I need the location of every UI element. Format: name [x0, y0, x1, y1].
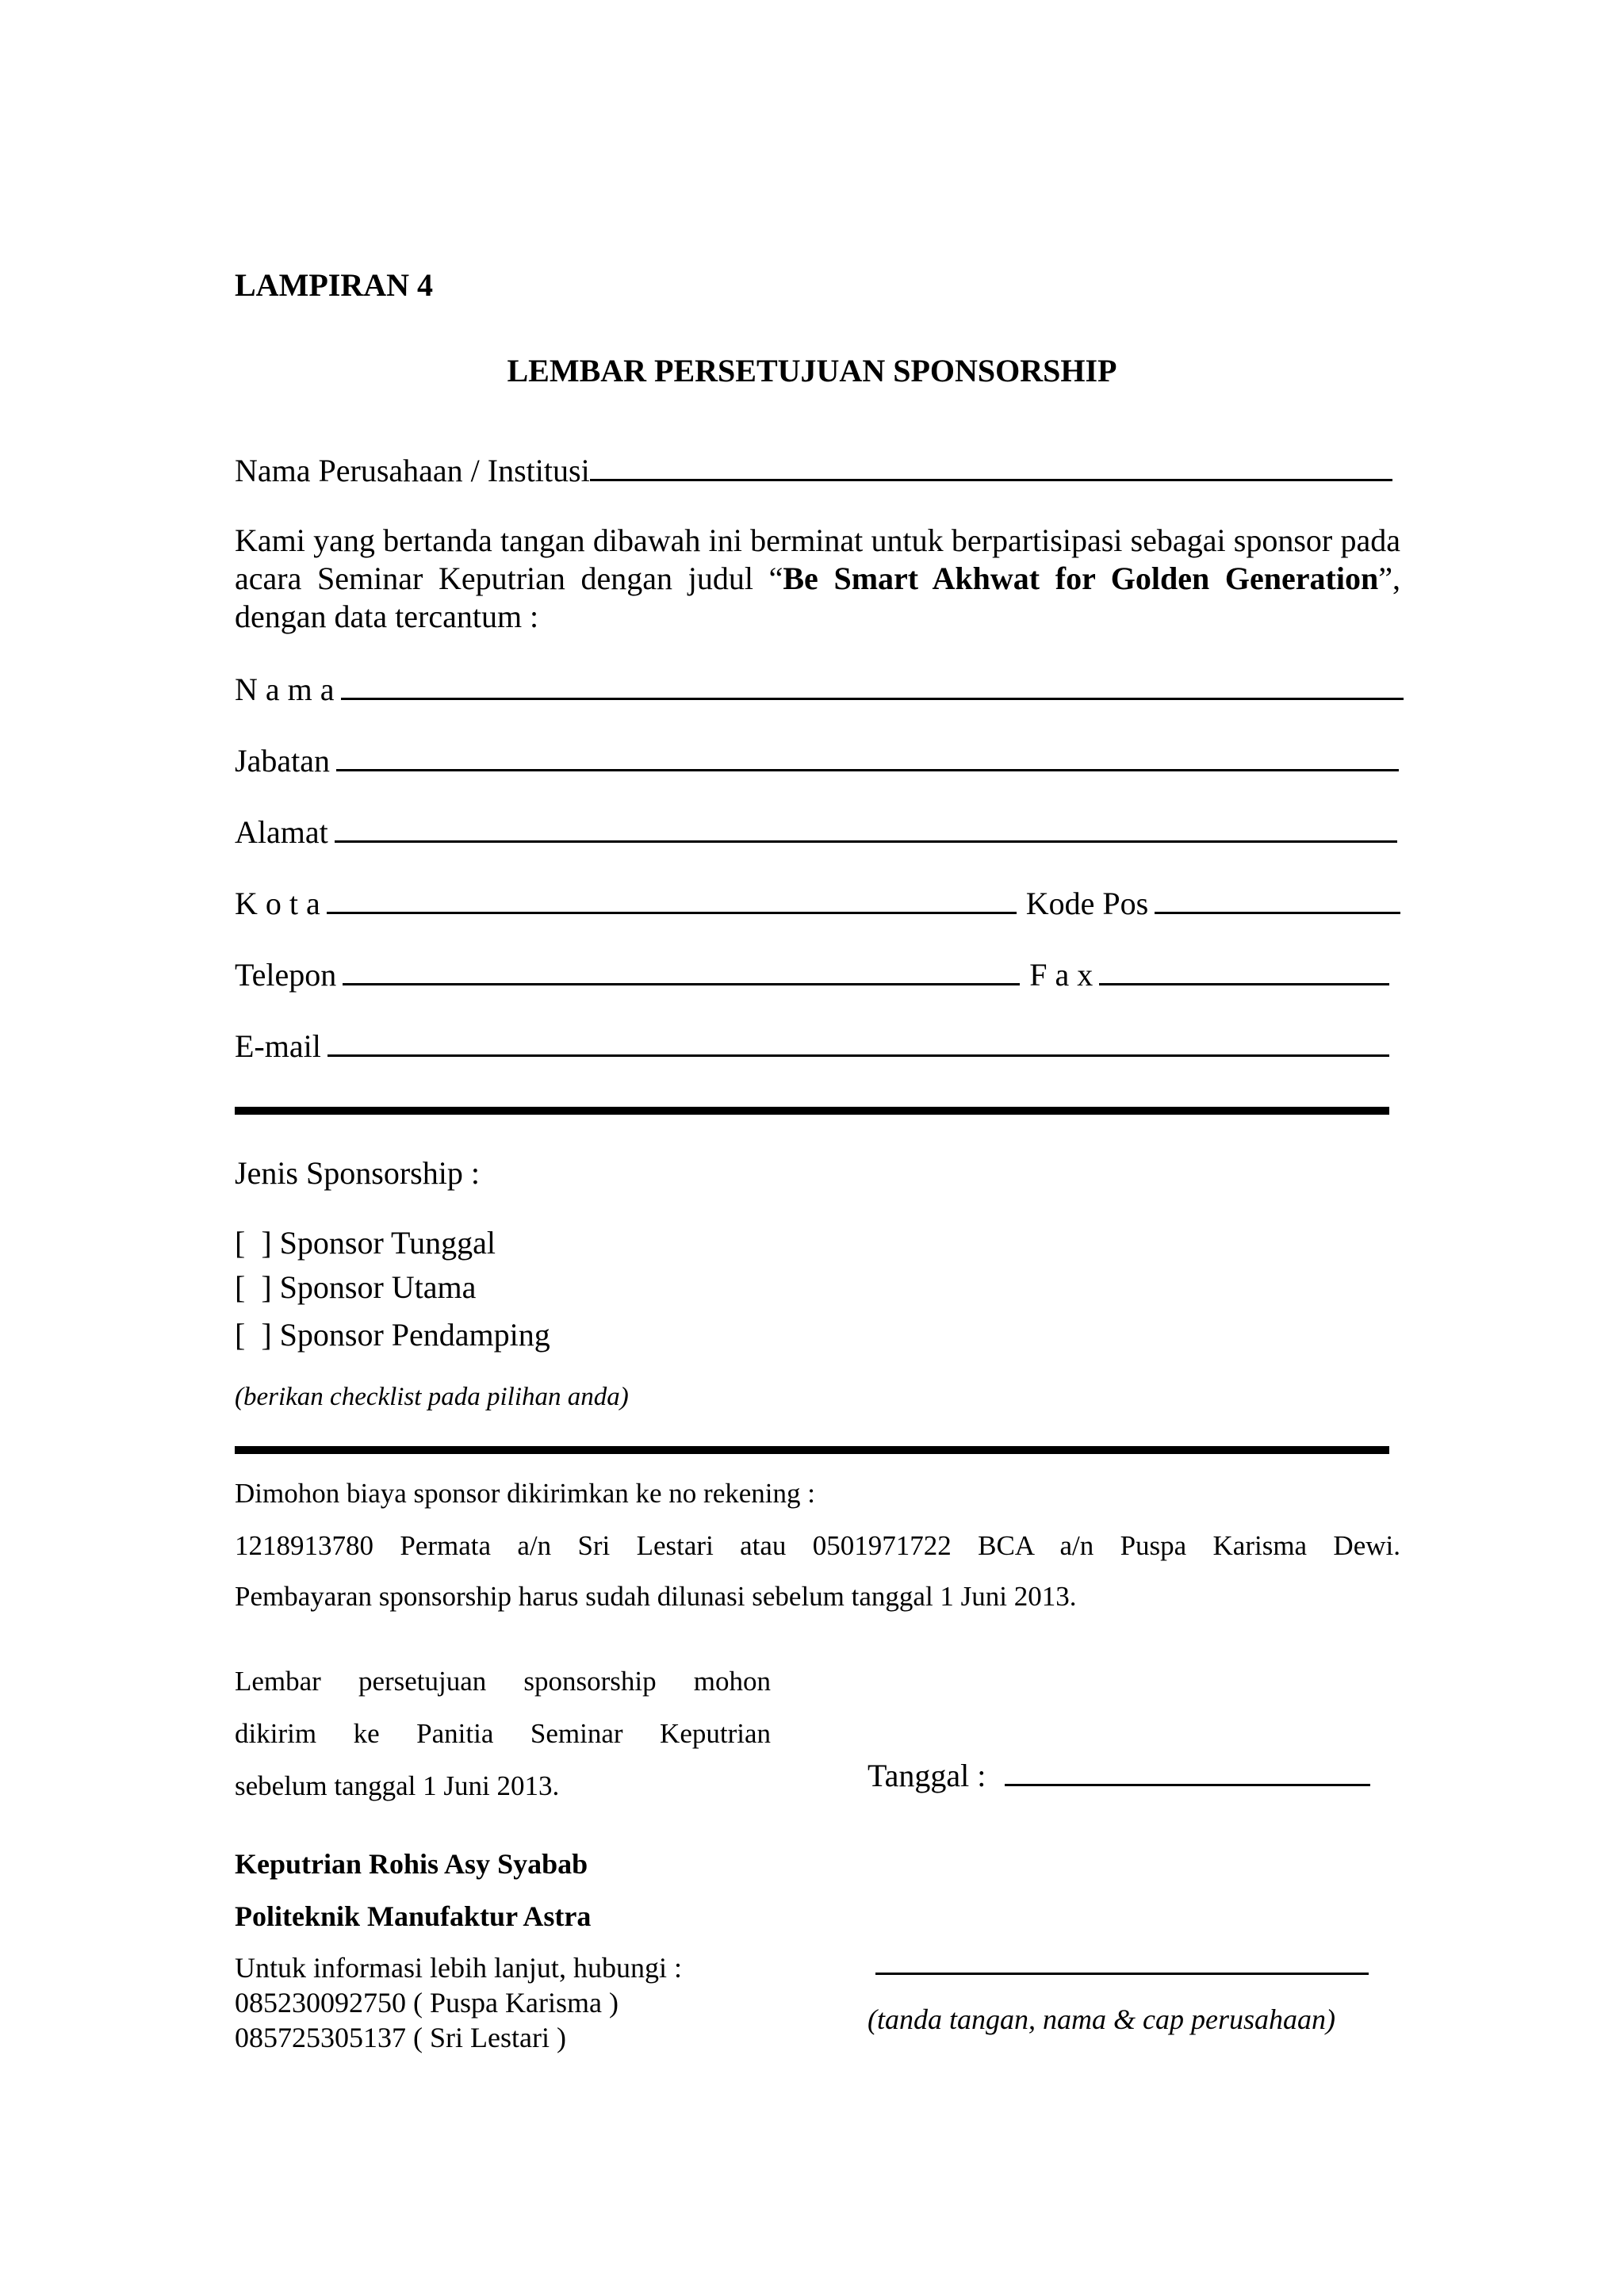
section-divider: [235, 1446, 1389, 1454]
organization-campus: Politeknik Manufaktur Astra: [235, 1900, 592, 1932]
email-label: E-mail: [235, 1028, 321, 1064]
intro-paragraph: [235, 522, 1400, 636]
company-field: [235, 452, 1392, 489]
kode-pos-label: Kode Pos: [1025, 886, 1149, 921]
submission-line: Lembar persetujuan sponsorship mohon: [235, 1666, 771, 1697]
telepon-label: Telepon: [235, 957, 337, 993]
alamat-label: Alamat: [235, 814, 328, 850]
contact-intro: Untuk informasi lebih lanjut, hubungi :: [235, 1952, 682, 1984]
event-title: Be Smart Akhwat for Golden Generation: [783, 561, 1379, 596]
nama-field: [235, 671, 1404, 708]
submission-note: [235, 1655, 771, 1812]
checkbox-tunggal[interactable]: [ ]: [235, 1225, 272, 1261]
option-sponsor-pendamping[interactable]: [235, 1316, 550, 1353]
nama-line: [341, 671, 1404, 700]
company-field-line: [590, 452, 1392, 481]
payment-deadline: Pembayaran sponsorship harus sudah dilunasi sebelum tanggal 1 Juni 2013.: [235, 1581, 1077, 1612]
intro-text: Kami yang bertanda tangan dibawah ini berminat untuk berpartisipasi sebagai sponsor pada acara Seminar Keputrian dengan judul “: [235, 522, 1400, 596]
jabatan-label: Jabatan: [235, 743, 330, 779]
kota-line: [327, 885, 1017, 914]
checklist-note: (berikan checklist pada pilihan anda): [235, 1383, 629, 1411]
email-line: [327, 1027, 1389, 1057]
alamat-field: [235, 813, 1397, 851]
payment-intro: Dimohon biaya sponsor dikirimkan ke no rekening :: [235, 1478, 815, 1509]
attachment-label: LAMPIRAN 4: [235, 267, 433, 303]
fax-line: [1099, 956, 1389, 985]
contact-phone-2: 085725305137 ( Sri Lestari ): [235, 2022, 566, 2053]
signature-line: [875, 1973, 1369, 1975]
fax-label: F a x: [1029, 957, 1094, 993]
telepon-line: [343, 956, 1020, 985]
telepon-row: [235, 956, 1389, 993]
date-line: [1005, 1757, 1370, 1786]
contact-info: [235, 1950, 682, 2055]
organization-name: Keputrian Rohis Asy Syabab: [235, 1848, 588, 1880]
email-field: [235, 1027, 1389, 1065]
checkbox-utama[interactable]: [ ]: [235, 1269, 272, 1305]
sponsorship-label: Jenis Sponsorship :: [235, 1155, 480, 1191]
option-label: Sponsor Utama: [279, 1269, 477, 1305]
contact-phone-1: 085230092750 ( Puspa Karisma ): [235, 1987, 619, 2019]
option-sponsor-utama[interactable]: [235, 1269, 476, 1306]
kota-label: K o t a: [235, 886, 320, 921]
document-title: LEMBAR PERSETUJUAN SPONSORSHIP: [507, 353, 1117, 388]
section-divider: [235, 1107, 1389, 1115]
jabatan-field: [235, 742, 1399, 779]
date-field: [868, 1757, 1370, 1794]
checkbox-pendamping[interactable]: [ ]: [235, 1317, 272, 1353]
signature-caption: (tanda tangan, nama & cap perusahaan): [868, 2003, 1335, 2035]
nama-label: N a m a: [235, 672, 335, 707]
option-label: Sponsor Pendamping: [279, 1317, 550, 1353]
option-label: Sponsor Tunggal: [279, 1225, 496, 1261]
jabatan-line: [336, 742, 1399, 771]
bank-accounts: 1218913780 Permata a/n Sri Lestari atau 0501971722 BCA a/n Puspa Karisma Dewi.: [235, 1530, 1400, 1561]
kota-row: [235, 885, 1400, 922]
intro-text-end: ”, dengan data tercantum :: [235, 561, 1400, 634]
date-label: Tanggal :: [868, 1758, 986, 1793]
submission-line: dikirim ke Panitia Seminar Keputrian: [235, 1718, 771, 1749]
company-field-label: Nama Perusahaan / Institusi: [235, 453, 590, 488]
option-sponsor-tunggal[interactable]: [235, 1224, 496, 1261]
kode-pos-line: [1155, 885, 1400, 914]
submission-line: sebelum tanggal 1 Juni 2013.: [235, 1770, 560, 1801]
alamat-line: [335, 813, 1397, 843]
